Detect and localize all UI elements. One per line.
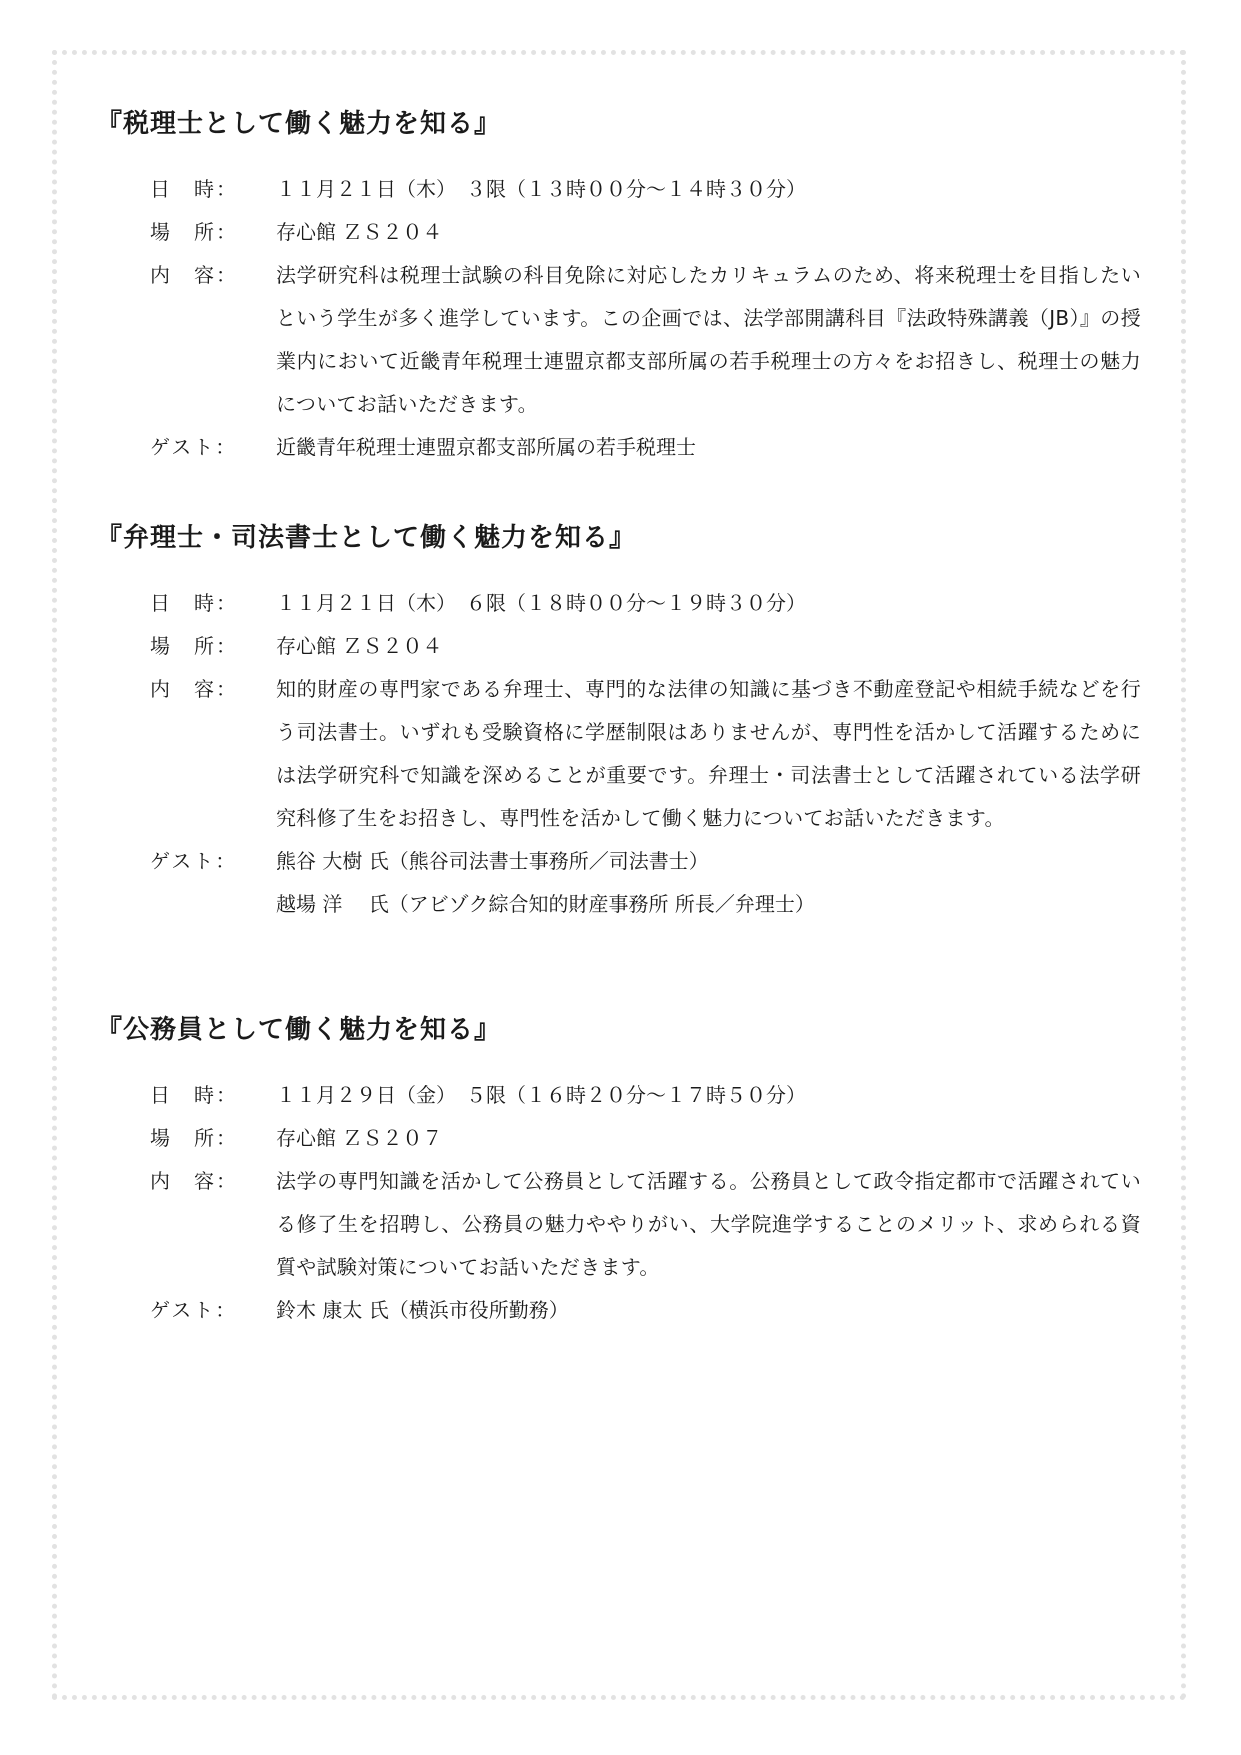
guest-row: [0, 840, 1241, 926]
guest-name: 鈴木 康太 氏（横浜市役所勤務）: [276, 1298, 569, 1322]
datetime-value: １１月２９日（金） ５限（１６時２０分～１７時５０分）: [276, 1083, 806, 1107]
datetime-label: 日 時：: [150, 177, 238, 201]
guest-label: ゲスト：: [150, 1298, 238, 1322]
section-title: 『弁理士・司法書士として働く魅力を知る』: [96, 523, 637, 553]
content-row: [0, 668, 1241, 840]
datetime-value: １１月２１日（木） ６限（１８時００分～１９時３０分）: [276, 591, 806, 615]
datetime-label: 日 時：: [150, 591, 238, 615]
place-value: 存心館 ＺＳ２０４: [276, 220, 443, 244]
guest-label: ゲスト：: [150, 435, 238, 459]
datetime-value: １１月２１日（木） ３限（１３時００分～１４時３０分）: [276, 177, 806, 201]
place-label: 場 所：: [150, 634, 238, 658]
guest-name: 近畿青年税理士連盟京都支部所属の若手税理士: [276, 435, 696, 459]
content-value: 知的財産の専門家である弁理士、専門的な法律の知識に基づき不動産登記や相続手続などを行う司法書士。いずれも受験資格に学歴制限はありませんが、専門性を活かして活躍するためには法学研究科で知識を深めることが重要です。弁理士・司法書士として活躍されている法学研究科修了生をお招きし、専門性を活かして働く魅力についてお話いただきます。: [276, 677, 1141, 830]
place-row: [0, 625, 1241, 668]
place-value: 存心館 ＺＳ２０７: [276, 1126, 443, 1150]
place-label: 場 所：: [150, 1126, 238, 1150]
section-title: 『公務員として働く魅力を知る』: [96, 1015, 502, 1045]
place-label: 場 所：: [150, 220, 238, 244]
content-row: [0, 1160, 1241, 1289]
event-details: [0, 168, 1241, 469]
content-value: 法学の専門知識を活かして公務員として活躍する。公務員として政令指定都市で活躍されている修了生を招聘し、公務員の魅力ややりがい、大学院進学することのメリット、求められる資質や試験対策についてお話いただきます。: [276, 1169, 1141, 1279]
guest-list: [276, 1289, 1141, 1332]
guest-row: [0, 1289, 1241, 1332]
guest-name: 越場 洋 氏（アビゾク綜合知的財産事務所 所長／弁理士）: [276, 892, 815, 916]
datetime-row: [0, 168, 1241, 211]
event-details: [0, 582, 1241, 926]
place-value: 存心館 ＺＳ２０４: [276, 634, 443, 658]
event-details: [0, 1074, 1241, 1332]
content-label: 内 容：: [150, 263, 238, 287]
content-row: [0, 254, 1241, 426]
guest-row: [0, 426, 1241, 469]
datetime-row: [0, 582, 1241, 625]
content-label: 内 容：: [150, 1169, 238, 1193]
guest-label: ゲスト：: [150, 849, 238, 873]
datetime-label: 日 時：: [150, 1083, 238, 1107]
place-row: [0, 1117, 1241, 1160]
content-value: 法学研究科は税理士試験の科目免除に対応したカリキュラムのため、将来税理士を目指したいという学生が多く進学しています。この企画では、法学部開講科目『法政特殊講義（JB）』の授業内において近畿青年税理士連盟京都支部所属の若手税理士の方々をお招きし、税理士の魅力についてお話いただきます。: [276, 263, 1141, 416]
content-label: 内 容：: [150, 677, 238, 701]
guest-name: 熊谷 大樹 氏（熊谷司法書士事務所／司法書士）: [276, 849, 709, 873]
section-title: 『税理士として働く魅力を知る』: [96, 109, 502, 139]
datetime-row: [0, 1074, 1241, 1117]
guest-list: [276, 840, 1141, 926]
place-row: [0, 211, 1241, 254]
guest-list: [276, 426, 1141, 469]
